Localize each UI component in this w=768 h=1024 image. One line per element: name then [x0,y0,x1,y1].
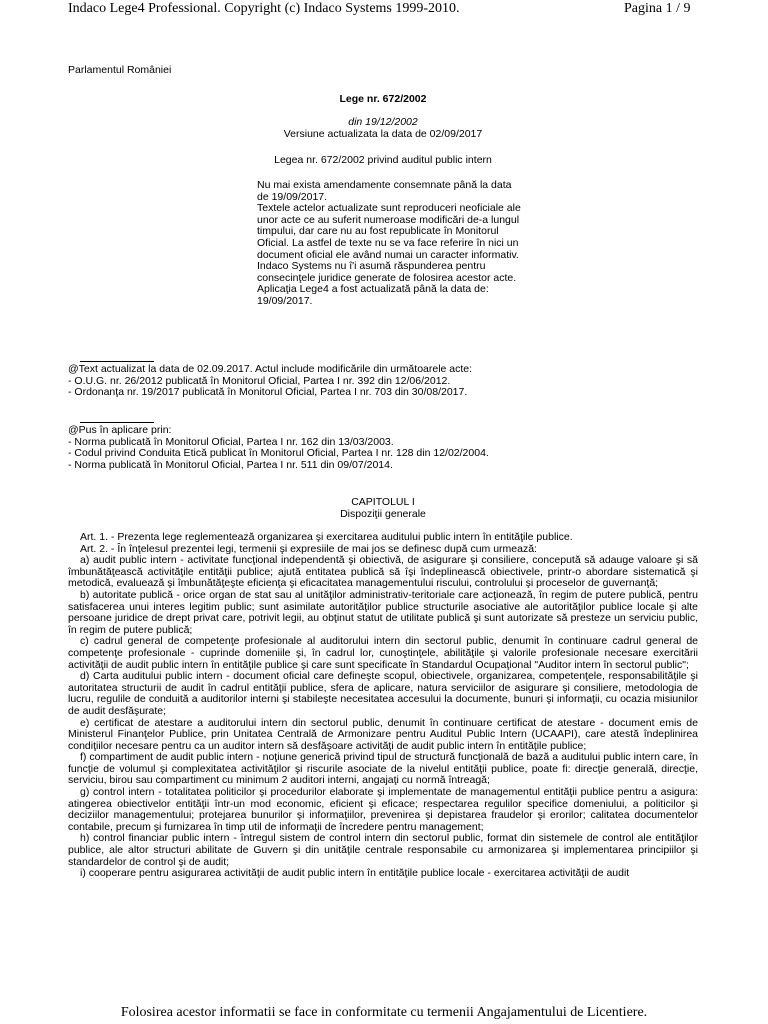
article-2: Art. 2. - În înţelesul prezentei legi, termenii şi expresiile de mai jos se definesc după cum urmează: [80,542,537,555]
list-item: @Pus în aplicare prin: [68,424,172,436]
chapter-subtitle: Dispoziţii generale [340,508,426,520]
version-line: Versiune actualizata la data de 02/09/2017 [283,128,483,140]
issuer: Parlamentul României [68,64,172,76]
list-item: - Codul privind Conduita Etică publicat în Monitorul Oficial, Partea I nr. 128 din 12/02/2004. [68,447,489,460]
definition-i: i) cooperare pentru asigurarea activităţii de audit public intern în entităţile publice locale - exercitarea activităţii de audit [80,867,630,880]
list-item: - Norma publicată în Monitorul Oficial, Partea I nr. 511 din 09/07/2014. [68,458,393,471]
list-item: - Norma publicată în Monitorul Oficial, Partea I nr. 162 din 13/03/2003. [68,435,394,448]
law-subtitle: Legea nr. 672/2002 privind auditul public intern [274,154,492,166]
law-date: din 19/12/2002 [348,116,418,128]
definition-h: h) control financiar public intern - întregul sistem de control intern din sectorul public, format din sistemele de control ale entităţilor publice, ale altor structuri abilitate de Guvern şi din unităţile centrale responsabile cu armonizarea şi implementarea principiilor şi standardelor de control şi de audit; [68,832,698,868]
disclaimer-notice [257,180,522,308]
applied-list [68,425,708,471]
notice-paragraph: Nu mai exista amendamente consemnate până la data de 19/09/2017. [257,179,512,203]
chapter-title: CAPITOLUL I [351,496,415,508]
definition-b: b) autoritate publică - orice organ de stat sau al unităţilor administrativ-teritoriale care acţionează, în regim de putere publică, pentru satisfacerea unui interes legitim public; sunt asimilate autorităţilor publice structurile asociative ale autorităţilor publice locale şi alte persoane juridice de drept privat care, potrivit legii, au obţinut statut de utilitate publică şi sunt autorizate să presteze un serviciu public, în regim de putere publică; [68,588,698,636]
definition-g: g) control intern - totalitatea politicilor şi procedurilor elaborate şi implementate de managementul entităţii publice pentru a asigura: atingerea obiectivelor entităţii într-un mod economic, eficient şi eficace; respectarea regulilor specifice domeniului, a politicilor şi deciziilor managementului; protejarea bunurilor şi informaţiilor, prevenirea şi depistarea fraudelor şi erorilor; calitatea documentelor contabile, precum şi furnizarea în timp util de informaţii de încredere pentru management; [68,786,698,833]
definition-e: e) certificat de atestare a auditorului intern din sectorul public, denumit în continuare certificat de atestare - document emis de Ministerul Finanţelor Publice, prin Unitatea Centrală de Armonizare pentru Auditul Public Intern (UCAAPI), care atestă îndeplinirea condiţiilor necesare pentru ca un auditor intern să desfăşoare activităţi de audit public intern în entităţile publice; [68,716,698,752]
page-number: Pagina 1 / 9 [624,1,691,16]
list-item: - Ordonanţa nr. 19/2017 publicată în Monitorul Oficial, Partea I nr. 703 din 30/08/2017. [68,386,468,399]
update-list [68,364,708,399]
copyright-text: Indaco Lege4 Professional. Copyright (c) Indaco Systems 1999-2010. [68,1,460,16]
divider [80,422,154,423]
article-1: Art. 1. - Prezenta lege reglementează organizarea şi exercitarea auditului public intern în entităţile publice. [80,531,573,543]
definition-f: f) compartiment de audit public intern - noţiune generică privind tipul de structură funcţională de bază a auditului public intern care, în funcţie de volumul şi complexitatea activităţilor şi riscurile asociate de la nivelul entităţii publice, poate fi: direcţie generală, direcţie, serviciu, birou sau compartiment cu minimum 2 auditori interni, angajaţi cu normă întreagă; [68,751,698,787]
notice-paragraph: Aplicaţia Lege4 a fost actualizată până la data de: 19/09/2017. [257,283,489,307]
divider [80,361,154,362]
license-footer: Folosirea acestor informatii se face in conformitate cu termenii Angajamentului de Licentiere. [120,1005,648,1020]
list-item: @Text actualizat la data de 02.09.2017. Actul include modificările din următoarele acte: [68,363,473,375]
definition-c: c) cadrul general de competenţe profesionale al auditorului intern din sectorul public, denumit în continuare cadrul general de competenţe profesionale - cuprinde domeniile şi, în cadrul lor, cunoştinţele, abilităţile şi valorile profesionale necesare exercitării activităţii de audit public intern în entităţile publice şi care sunt specificate în Standardul Ocupaţional "Auditor intern în sectorul public"; [68,635,698,671]
list-item: - O.U.G. nr. 26/2012 publicată în Monitorul Oficial, Partea I nr. 392 din 12/06/2012. [68,374,451,387]
law-body [68,532,698,880]
notice-paragraph: Textele actelor actualizate sunt reproduceri neoficiale ale unor acte ce au suferit numeroase modificări de-a lungul timpului, dar care nu au fost republicate în Monitorul Oficial. La astfel de texte nu se va face referire în nici un document oficial ele având numai un caracter informativ. Indaco Systems nu î'i asumă răspunderea pentru consecinţele juridice generate de folosirea acestor acte. [257,202,521,284]
definition-a: a) audit public intern - activitate funcţional independentă şi obiectivă, de asigurare şi consiliere, concepută să adauge valoare şi să îmbunătăţească activităţile entităţii publice; ajută entitatea publică să îşi îndeplinească obiectivele, printr-o abordare sistematică şi metodică, evaluează şi îmbunătăţeşte eficienţa şi eficacitatea managementului riscului, controlului şi proceselor de guvernanţă; [68,554,698,590]
law-title: Lege nr. 672/2002 [339,93,427,105]
definition-d: d) Carta auditului public intern - document oficial care defineşte scopul, obiectivele, organizarea, competenţele, responsabilităţile şi autoritatea structurii de audit în cadrul entităţii publice, sfera de aplicare, natura serviciilor de asigurare şi consiliere, metodologia de lucru, regulile de conduită a auditorilor interni şi stabileşte necesitatea accesului la documente, bunuri şi informaţii, cu ocazia misiunilor de audit desfăşurate; [68,670,698,717]
page-header [0,0,768,17]
